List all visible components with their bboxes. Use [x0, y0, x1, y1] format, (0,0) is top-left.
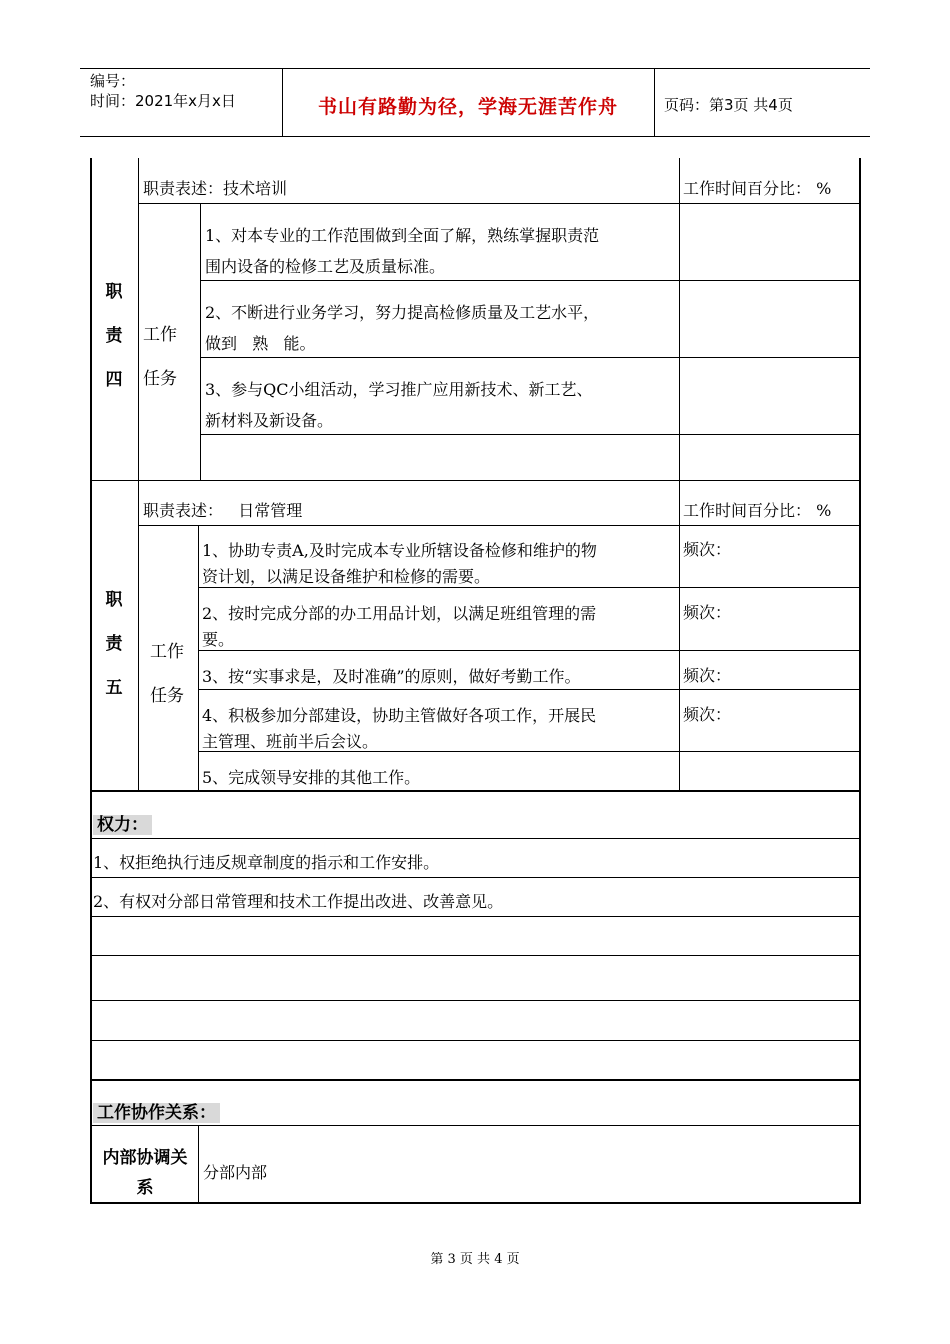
duty-five-task-3: [202, 664, 678, 690]
cooperation-title: 工作协作关系：: [93, 1103, 220, 1123]
duty-five-task-2: [202, 601, 678, 653]
task-line: 围内设备的检修工艺及质量标准。: [205, 257, 446, 276]
duty-four-label-char: 责: [105, 326, 123, 346]
task-line: 1、协助专责A,及时完成本专业所辖设备检修和维护的物: [202, 541, 597, 560]
row-line-authority-5: [90, 1040, 859, 1041]
header-motto: 书山有路勤为径，学海无涯苦作舟: [317, 96, 618, 118]
task-line: 要。: [202, 630, 235, 649]
duty-four-label-char: 四: [105, 370, 123, 390]
duty-four-time-percent: 工作时间百分比： %: [683, 179, 832, 198]
duty-five-label: [94, 578, 134, 710]
authority-item-2: 2、有权对分部日常管理和技术工作提出改进、改善意见。: [93, 892, 504, 911]
frequency-label: 频次：: [683, 705, 732, 724]
task-line: 3、按“实事求是，及时准确”的原则，做好考勤工作。: [202, 667, 581, 686]
row-line-coop-top: [90, 1079, 861, 1081]
duty-four-label-char: 职: [105, 282, 123, 302]
duty-five-task-4: [202, 703, 678, 755]
duty-four-label: [94, 270, 134, 402]
task-line: 2、按时完成分部的办工用品计划，以满足班组管理的需: [202, 604, 597, 623]
table-left-border: [90, 158, 92, 1204]
internal-coordination-value: 分部内部: [203, 1163, 268, 1182]
row-line-authority-3: [90, 955, 859, 956]
task-label-line: 工作: [143, 325, 177, 345]
task-label-line: 工作: [150, 642, 184, 662]
internal-label-line: 内部协调关: [102, 1148, 188, 1168]
duty-five-task-1: [202, 538, 678, 590]
row-line-d4-end: [90, 480, 859, 481]
task-line: 主管理、班前半后会议。: [202, 732, 379, 751]
frequency-label: 频次：: [683, 540, 732, 559]
row-line-authority-title: [90, 838, 859, 839]
doc-number-label: 编号：: [90, 72, 136, 90]
col-divider-label: [138, 158, 139, 790]
duty-five-label-char: 职: [105, 590, 123, 610]
frequency-label: 频次：: [683, 666, 732, 685]
authority-title-wrap: [93, 810, 152, 835]
table-right-border: [859, 158, 861, 1204]
page-info: 页码：第3页 共4页: [664, 96, 793, 114]
col-divider-coop: [198, 1125, 199, 1203]
duty-four-task-label: [143, 313, 177, 401]
authority-item-1: 1、权拒绝执行违反规章制度的指示和工作安排。: [93, 853, 440, 872]
task-line: 4、积极参加分部建设，协助主管做好各项工作，开展民: [202, 706, 597, 725]
header-top-rule: [80, 68, 870, 69]
duty-five-description: 职责表述： 日常管理: [143, 501, 303, 520]
duty-five-task-label: [150, 630, 184, 718]
col-divider-task-d4: [200, 203, 201, 480]
table-bottom-border: [90, 1202, 861, 1204]
duty-four-task-2: [205, 297, 677, 359]
task-line: 5、完成领导安排的其他工作。: [202, 768, 421, 787]
frequency-label: 频次：: [683, 603, 732, 622]
row-line-authority-4: [90, 1000, 859, 1001]
row-line-coop-title: [90, 1125, 859, 1126]
task-line: 新材料及新设备。: [205, 411, 334, 430]
internal-coordination-label: [92, 1143, 198, 1203]
duty-five-label-char: 责: [105, 634, 123, 654]
task-line: 1、对本专业的工作范围做到全面了解，熟练掌握职责范: [205, 226, 600, 245]
internal-label-line: 系: [136, 1178, 154, 1198]
page-footer: 第 3 页 共 4 页: [430, 1252, 520, 1267]
duty-four-task-3: [205, 374, 677, 436]
task-line: 2、不断进行业务学习，努力提高检修质量及工艺水平，: [205, 303, 600, 322]
cooperation-title-wrap: [93, 1098, 220, 1123]
col-divider-percent: [679, 158, 680, 790]
task-label-line: 任务: [143, 369, 177, 389]
header-bottom-rule: [80, 136, 870, 137]
task-line: 3、参与QC小组活动，学习推广应用新技术、新工艺、: [205, 380, 593, 399]
authority-title: 权力：: [93, 815, 152, 835]
duty-four-description: 职责表述：技术培训: [143, 179, 288, 198]
duty-four-task-1: [205, 220, 677, 282]
task-label-line: 任务: [150, 686, 184, 706]
task-line: 资计划，以满足设备维护和检修的需要。: [202, 567, 491, 586]
duty-five-task-5: [202, 765, 678, 791]
task-line: 做到 熟 能。: [205, 334, 316, 353]
header-divider-right: [654, 68, 655, 136]
doc-time-label: 时间：2021年x月x日: [90, 92, 236, 110]
duty-five-time-percent: 工作时间百分比： %: [683, 501, 832, 520]
duty-five-label-char: 五: [105, 678, 123, 698]
